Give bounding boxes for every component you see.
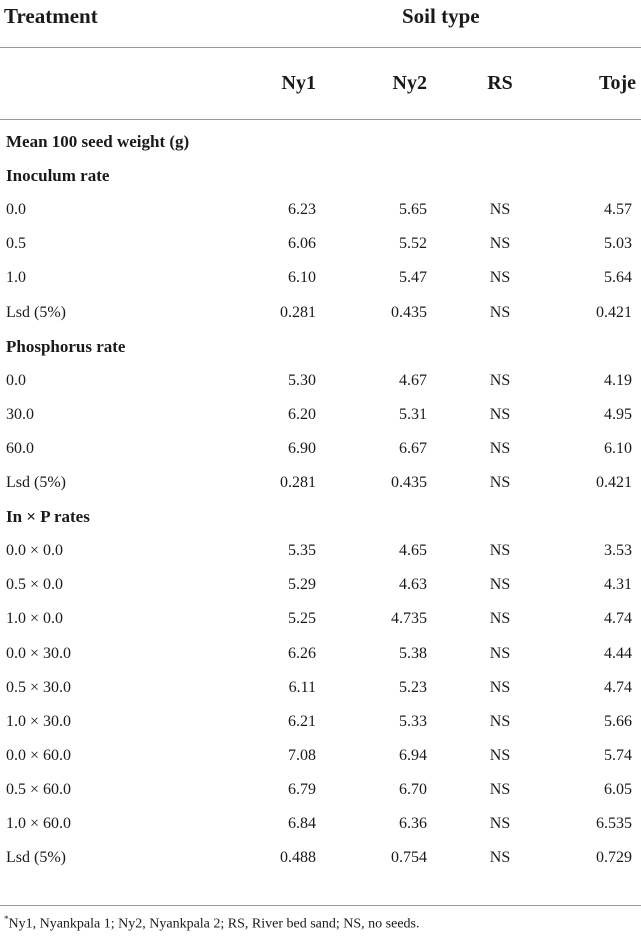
cell-rs: NS [489,610,511,628]
cell-ny1: 6.10 [288,269,316,287]
section-label: Mean 100 seed weight (g) [6,132,190,151]
cell-ny1: 5.29 [288,576,316,594]
row-label: 0.5 × 30.0 [6,678,72,696]
cell-ny2: 0.754 [391,849,427,867]
table-row [0,296,641,330]
cell-ny2: 5.33 [399,712,427,730]
cell-ny1: 6.84 [288,815,316,832]
section-label: Phosphorus rate [6,336,126,356]
cell-rs: NS [489,269,511,287]
cell-ny2: 4.67 [399,371,427,389]
row-label: 30.0 [6,405,34,423]
cell-ny2: 4.63 [399,576,427,594]
cell-rs: NS [489,405,511,423]
cell-toje: 4.31 [604,576,632,594]
table-row [0,466,641,500]
cell-toje: 6.05 [604,780,632,798]
section-header-row [0,125,641,159]
row-label: 0.0 × 0.0 [6,542,64,560]
column-header-ny1: Ny1 [281,72,316,94]
row-label: 60.0 [6,439,34,457]
cell-ny2: 5.31 [399,405,427,423]
table-row [0,637,641,671]
table-row [0,193,641,227]
section-label: Inoculum rate [6,166,110,186]
cell-toje: 0.421 [596,474,632,491]
section-header-row [0,159,641,193]
cell-ny1: 6.11 [288,678,316,696]
table-row [0,432,641,466]
cell-ny2: 4.65 [399,542,427,560]
row-label: 0.5 [6,235,26,253]
cell-rs: NS [489,474,511,491]
table-row [0,841,641,875]
row-label: 1.0 × 0.0 [6,610,64,628]
cell-rs: NS [489,644,511,662]
cell-rs: NS [489,746,511,764]
section-label: In × P rates [6,507,90,527]
table-row [0,398,641,432]
cell-toje: 4.57 [604,201,632,219]
table-row [0,671,641,705]
header-divider [0,47,641,48]
cell-rs: NS [489,542,511,560]
cell-ny1: 6.23 [288,201,316,219]
column-header-ny2: Ny2 [392,72,427,94]
cell-ny2: 6.67 [399,439,427,457]
cell-ny1: 6.79 [288,780,316,798]
cell-rs: NS [489,371,511,389]
cell-ny2: 0.435 [391,474,427,491]
table-bottom-rule [0,905,641,906]
cell-ny1: 0.281 [280,303,316,321]
cell-ny1: 5.30 [288,371,316,389]
cell-rs: NS [489,780,511,798]
cell-ny1: 7.08 [288,746,316,764]
table-row [0,705,641,739]
cell-rs: NS [489,201,511,219]
cell-ny1: 6.06 [288,235,316,253]
cell-toje: 5.74 [604,746,632,764]
cell-rs: NS [489,235,511,253]
footnote-marker: * [4,914,9,924]
column-header-toje: Toje [598,72,636,94]
treatment-header: Treatment [4,4,98,28]
table-row [0,602,641,636]
row-label: 0.0 × 30.0 [6,644,72,662]
cell-rs: NS [489,712,511,730]
cell-toje: 4.19 [604,371,632,389]
row-label: Lsd (5%) [6,474,66,491]
table-row [0,807,641,841]
table-row [0,227,641,261]
cell-ny2: 0.435 [391,303,427,321]
cell-ny2: 4.735 [391,610,427,628]
row-label: 0.0 × 60.0 [6,746,72,764]
cell-rs: NS [489,815,511,832]
cell-ny2: 6.36 [399,815,427,832]
cell-toje: 4.44 [604,644,632,662]
row-label: 0.0 [6,371,26,389]
cell-rs: NS [489,576,511,594]
row-label: 0.5 × 60.0 [6,780,72,798]
row-label: Lsd (5%) [6,303,66,321]
cell-ny1: 6.21 [288,712,316,730]
column-header-divider [0,119,641,120]
table-footnote [4,914,420,933]
section-header-row [0,500,641,534]
cell-toje: 4.95 [604,405,632,423]
cell-toje: 5.03 [604,235,632,253]
cell-ny2: 5.47 [399,269,427,287]
table-row [0,739,641,773]
cell-ny2: 5.23 [399,678,427,696]
cell-toje: 4.74 [604,678,632,696]
cell-toje: 3.53 [604,542,632,560]
cell-ny2: 5.52 [399,235,427,253]
cell-ny2: 5.38 [399,644,427,662]
cell-ny1: 6.90 [288,439,316,457]
cell-toje: 4.74 [604,610,632,628]
cell-rs: NS [489,678,511,696]
soil-type-header: Soil type [402,4,480,28]
table-row [0,364,641,398]
cell-ny2: 6.70 [399,780,427,798]
row-label: 0.5 × 0.0 [6,576,64,594]
cell-ny1: 6.26 [288,644,316,662]
cell-toje: 6.10 [604,439,632,457]
section-header-row [0,330,641,364]
column-header-rs: RS [487,72,513,94]
cell-rs: NS [489,303,511,321]
cell-rs: NS [489,849,511,867]
table-row [0,261,641,295]
footnote-text: Ny1, Nyankpala 1; Ny2, Nyankpala 2; RS, River bed sand; NS, no seeds. [8,916,420,932]
cell-toje: 5.66 [604,712,632,730]
cell-toje: 0.729 [596,849,632,867]
table-row [0,534,641,568]
table-row [0,568,641,602]
table-row [0,773,641,807]
cell-ny1: 0.488 [280,849,316,867]
row-label: Lsd (5%) [6,849,66,867]
cell-toje: 6.535 [596,815,632,832]
row-label: 1.0 [6,269,26,287]
cell-ny2: 5.65 [399,201,427,219]
cell-ny1: 0.281 [280,474,316,491]
cell-ny1: 5.35 [288,542,316,560]
row-label: 0.0 [6,201,26,219]
row-label: 1.0 × 30.0 [6,712,72,730]
row-label: 1.0 × 60.0 [6,815,72,832]
cell-ny1: 5.25 [288,610,316,628]
cell-rs: NS [489,439,511,457]
cell-ny1: 6.20 [288,405,316,423]
cell-toje: 0.421 [596,303,632,321]
cell-toje: 5.64 [604,269,632,287]
cell-ny2: 6.94 [399,746,427,764]
